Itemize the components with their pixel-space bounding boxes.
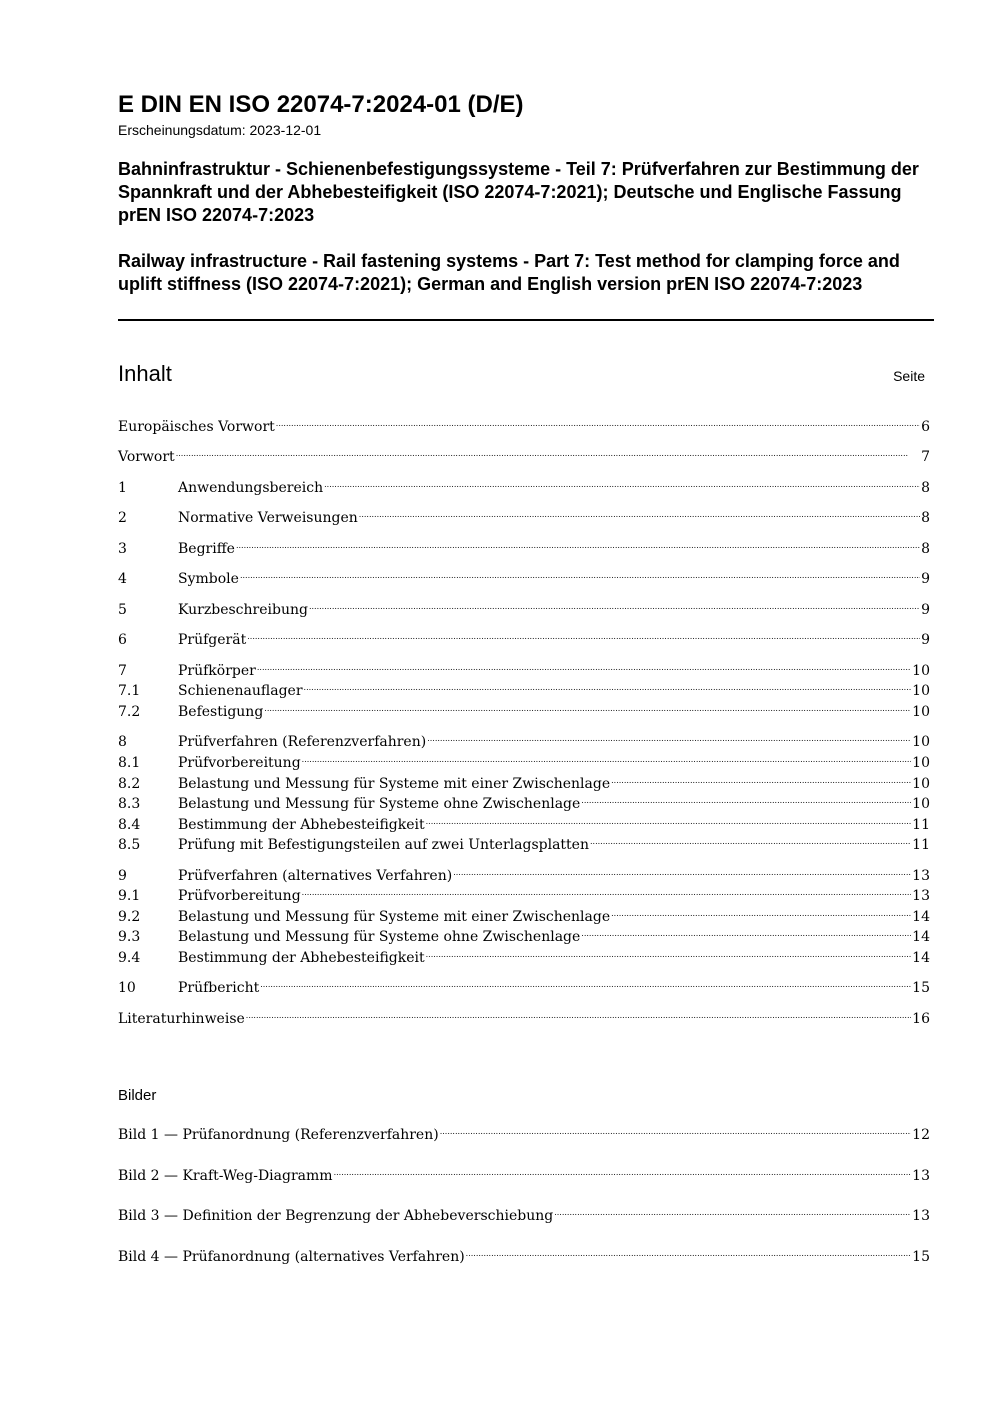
toc-entry-text: Prüfvorbereitung [178, 888, 301, 904]
toc-leader [611, 770, 911, 791]
figure-entry-page: 13 [912, 1208, 930, 1224]
toc-entry[interactable] [118, 447, 930, 468]
toc-entry-number: 8.4 [118, 817, 141, 833]
toc-entry-page: 16 [912, 1011, 930, 1027]
toc-leader [334, 1162, 912, 1183]
figure-entry-page: 15 [912, 1249, 930, 1265]
toc-leader [466, 1243, 912, 1264]
toc-entry-page: 13 [912, 868, 930, 884]
toc-entry-number: 8.2 [118, 776, 141, 792]
toc-entry-number: 8 [118, 734, 127, 750]
toc-entry[interactable] [118, 630, 930, 651]
toc-entry-text: Befestigung [178, 704, 264, 720]
toc-entry-text: Prüfbericht [178, 980, 260, 996]
toc-entry-page: 10 [912, 734, 930, 750]
toc-entry-number: 8.5 [118, 837, 141, 853]
toc-entry[interactable] [118, 1009, 930, 1030]
toc-entry-number: 4 [118, 571, 127, 587]
toc-entry-number: 6 [118, 632, 127, 648]
toc-entry-page: 14 [912, 929, 930, 945]
toc-entry-number: 2 [118, 510, 127, 526]
toc-entry[interactable] [118, 417, 930, 438]
figures-heading: Bilder [118, 1087, 157, 1104]
toc-leader [302, 749, 912, 770]
toc-entry-page: 13 [912, 888, 930, 904]
toc-leader [440, 1121, 911, 1142]
toc-entry-text: Begriffe [178, 541, 235, 557]
toc-entry[interactable] [118, 478, 930, 499]
toc-entry[interactable] [118, 539, 930, 560]
toc-entry-page: 10 [912, 704, 930, 720]
toc-leader [236, 535, 920, 556]
toc-leader [324, 474, 920, 495]
toc-entry-number: 5 [118, 602, 127, 618]
toc-entry-text: Prüfverfahren (Referenzverfahren) [178, 734, 427, 750]
toc-entry-text: Europäisches Vorwort [118, 419, 275, 435]
toc-entry-number: 7 [118, 663, 127, 679]
toc-leader [260, 974, 911, 995]
toc-entry-text: Symbole [178, 571, 239, 587]
toc-leader [176, 443, 920, 464]
figure-entry-text: Bild 2 — Kraft-Weg-Diagramm [118, 1168, 333, 1184]
toc-entry-text: Prüfkörper [178, 663, 256, 679]
toc-entry-number: 7.2 [118, 704, 141, 720]
toc-entry-number: 9.3 [118, 929, 141, 945]
toc-entry-number: 3 [118, 541, 127, 557]
toc-leader [247, 626, 920, 647]
toc-entry-page: 9 [921, 632, 930, 648]
toc-entry-page: 10 [912, 796, 930, 812]
title-english: Railway infrastructure - Rail fastening systems - Part 7: Test method for clamping force and uplift stiffness (ISO 22074-7:2021); German and English version prEN ISO 22074-7:2023 [118, 251, 900, 294]
toc-entry-page: 7 [921, 449, 930, 465]
toc-entry-text: Prüfgerät [178, 632, 247, 648]
toc-leader [359, 504, 920, 525]
toc-entry-number: 9 [118, 868, 127, 884]
toc-leader [264, 698, 911, 719]
toc-entry-number: 8.1 [118, 755, 141, 771]
toc-leader [554, 1202, 911, 1223]
toc-leader [426, 811, 912, 832]
title-german: Bahninfrastruktur - Schienenbefestigungssysteme - Teil 7: Prüfverfahren zur Bestimmung der Spannkraft und der Abhebesteifigkeit (ISO 22074-7:2021); Deutsche und Englische Fassung prEN ISO 22074-7:2023 [118, 159, 919, 225]
document-number: E DIN EN ISO 22074-7:2024-01 (D/E) [118, 91, 524, 118]
toc-entry-page: 10 [912, 776, 930, 792]
toc-leader [581, 923, 911, 944]
toc-leader [257, 657, 911, 678]
toc-entry-text: Schienenauflager [178, 683, 303, 699]
toc-leader [426, 944, 912, 965]
toc-leader [304, 677, 912, 698]
figure-entry-page: 13 [912, 1168, 930, 1184]
toc-leader [246, 1005, 911, 1026]
toc-entry-text: Kurzbeschreibung [178, 602, 308, 618]
toc-entry[interactable] [118, 702, 930, 723]
toc-entry-page: 8 [921, 541, 930, 557]
toc-entry-page: 9 [921, 571, 930, 587]
toc-leader [453, 862, 911, 883]
toc-entry-text: Bestimmung der Abhebesteifigkeit [178, 950, 425, 966]
toc-leader [590, 831, 911, 852]
figure-entry-text: Bild 3 — Definition der Begrenzung der Abhebeverschiebung [118, 1208, 554, 1224]
figure-entry[interactable] [118, 1125, 930, 1146]
toc-leader [276, 413, 920, 434]
figure-entry-text: Bild 1 — Prüfanordnung (Referenzverfahren) [118, 1127, 439, 1143]
toc-entry-text: Belastung und Messung für Systeme mit einer Zwischenlage [178, 909, 611, 925]
toc-entry-text: Bestimmung der Abhebesteifigkeit [178, 817, 425, 833]
toc-entry-page: 8 [921, 510, 930, 526]
toc-heading: Inhalt [118, 361, 172, 386]
toc-entry-text: Prüfung mit Befestigungsteilen auf zwei Unterlagsplatten [178, 837, 589, 853]
toc-entry-text: Anwendungsbereich [178, 480, 324, 496]
toc-leader [240, 565, 920, 586]
figure-entry[interactable] [118, 1247, 930, 1268]
toc-entry-number: 9.4 [118, 950, 141, 966]
toc-entry[interactable] [118, 835, 930, 856]
toc-entry-number: 9.2 [118, 909, 141, 925]
figure-entry[interactable] [118, 1166, 930, 1187]
toc-leader [309, 596, 920, 617]
toc-entry-number: 9.1 [118, 888, 141, 904]
figure-entry-text: Bild 4 — Prüfanordnung (alternatives Verfahren) [118, 1249, 465, 1265]
title-divider [118, 319, 934, 321]
figure-entry[interactable] [118, 1206, 930, 1227]
toc-entry-page: 11 [912, 837, 930, 853]
toc-entry-page: 14 [912, 950, 930, 966]
toc-entry-number: 10 [118, 980, 136, 996]
toc-entry-text: Belastung und Messung für Systeme ohne Zwischenlage [178, 929, 581, 945]
toc-entry-page: 10 [912, 755, 930, 771]
toc-leader [302, 882, 912, 903]
toc-leader [427, 728, 911, 749]
toc-entry[interactable] [118, 978, 930, 999]
toc-entry-text: Prüfvorbereitung [178, 755, 301, 771]
toc-entry-number: 1 [118, 480, 127, 496]
toc-entry[interactable] [118, 569, 930, 590]
toc-entry-page: 11 [912, 817, 930, 833]
toc-entry-text: Normative Verweisungen [178, 510, 358, 526]
toc-entry-text: Belastung und Messung für Systeme mit einer Zwischenlage [178, 776, 611, 792]
toc-entry-page: 15 [912, 980, 930, 996]
toc-entry-page: 8 [921, 480, 930, 496]
toc-entry-text: Vorwort [118, 449, 175, 465]
toc-entry[interactable] [118, 508, 930, 529]
toc-entry[interactable] [118, 948, 930, 969]
toc-entry-page: 9 [921, 602, 930, 618]
toc-entry-text: Belastung und Messung für Systeme ohne Zwischenlage [178, 796, 581, 812]
toc-leader [581, 790, 911, 811]
toc-entry-page: 6 [921, 419, 930, 435]
toc-entry-page: 10 [912, 683, 930, 699]
toc-leader [611, 903, 911, 924]
figure-entry-page: 12 [912, 1127, 930, 1143]
toc-entry-text: Literaturhinweise [118, 1011, 245, 1027]
toc-entry-text: Prüfverfahren (alternatives Verfahren) [178, 868, 453, 884]
publication-date: Erscheinungsdatum: 2023-12-01 [118, 122, 322, 138]
toc-entry-page: 14 [912, 909, 930, 925]
toc-page-label: Seite [893, 368, 925, 384]
toc-entry-number: 8.3 [118, 796, 141, 812]
toc-entry[interactable] [118, 600, 930, 621]
toc-entry-page: 10 [912, 663, 930, 679]
toc-entry-number: 7.1 [118, 683, 141, 699]
